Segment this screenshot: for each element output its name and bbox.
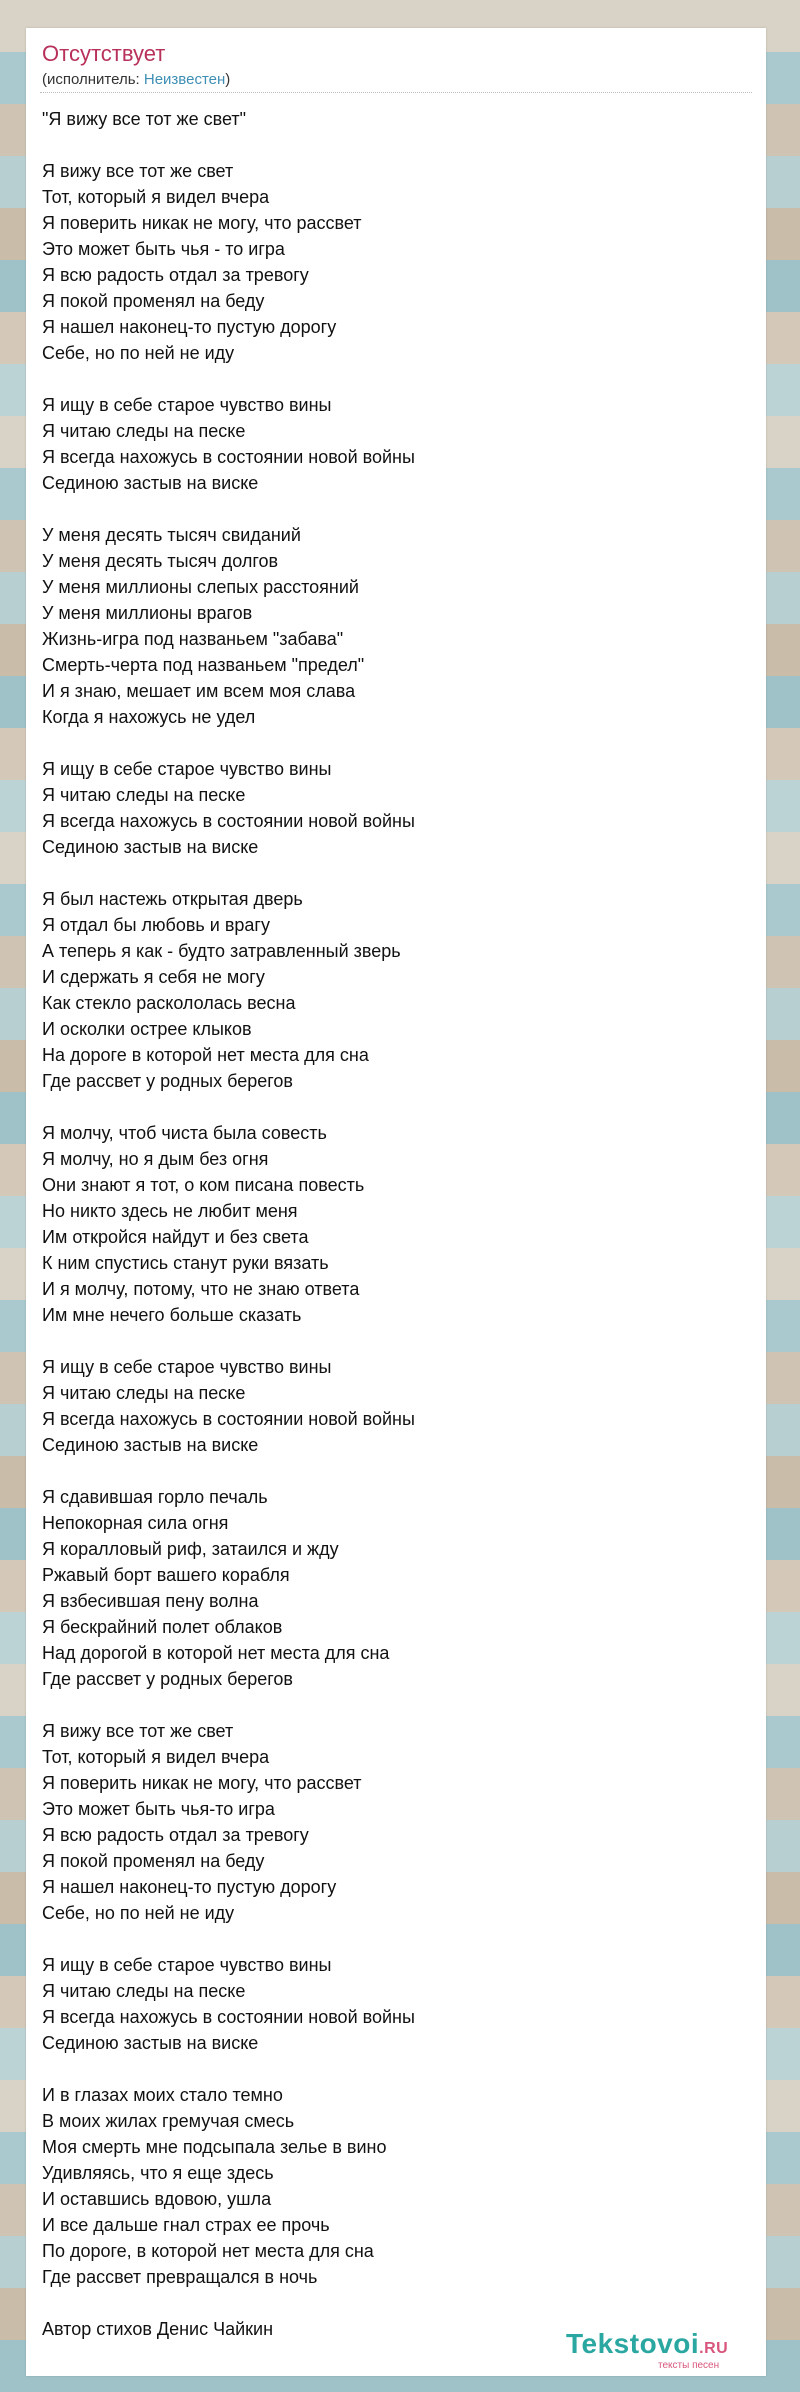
lyrics-heading: "Я вижу все тот же свет"	[42, 109, 246, 129]
lyric-line: Я поверить никак не могу, что рассвет	[42, 213, 362, 233]
lyrics-author: Автор стихов Денис Чайкин	[42, 2319, 274, 2339]
lyric-line: Я поверить никак не могу, что рассвет	[42, 1773, 362, 1793]
site-logo[interactable]	[566, 2328, 756, 2374]
lyric-line: Где рассвет превращался в ночь	[42, 2267, 318, 2287]
lyric-line: Тот, который я видел вчера	[42, 187, 270, 207]
lyric-line: Когда я нахожусь не удел	[42, 707, 256, 727]
stanza	[42, 158, 742, 366]
lyric-line: Я всю радость отдал за тревогу	[42, 265, 309, 285]
lyric-line: Ржавый борт вашего корабля	[42, 1565, 290, 1585]
lyric-line: Я читаю следы на песке	[42, 1981, 246, 2001]
lyric-line: И осколки острее клыков	[42, 1019, 252, 1039]
performer-prefix: (исполнитель:	[42, 71, 144, 88]
stanza	[42, 392, 742, 496]
lyric-line: Моя смерть мне подсыпала зелье в вино	[42, 2137, 387, 2157]
lyric-line: Я взбесившая пену волна	[42, 1591, 259, 1611]
lyric-line: Сединою застыв на виске	[42, 473, 259, 493]
lyric-line: Я всегда нахожусь в состоянии новой войны	[42, 1409, 415, 1429]
lyric-line: А теперь я как - будто затравленный зверь	[42, 941, 401, 961]
lyric-line: Они знают я тот, о ком писана повесть	[42, 1175, 365, 1195]
lyric-line: Я всегда нахожусь в состоянии новой войны	[42, 811, 415, 831]
lyric-line: Я сдавившая горло печаль	[42, 1487, 268, 1507]
lyric-line: Но никто здесь не любит меня	[42, 1201, 298, 1221]
lyric-line: У меня десять тысяч свиданий	[42, 525, 301, 545]
lyric-line: И сдержать я себя не могу	[42, 967, 265, 987]
stanza	[42, 2082, 742, 2290]
lyric-line: Где рассвет у родных берегов	[42, 1669, 293, 1689]
stanza	[42, 1484, 742, 1692]
song-title: Отсутствует	[42, 41, 166, 66]
stanza	[42, 886, 742, 1094]
performer-suffix: )	[225, 71, 231, 88]
lyric-line: Им откройся найдут и без света	[42, 1227, 309, 1247]
lyric-line: Я вижу все тот же свет	[42, 1721, 234, 1741]
lyric-line: Я всегда нахожусь в состоянии новой войны	[42, 2007, 415, 2027]
lyric-line: В моих жилах гремучая смесь	[42, 2111, 295, 2131]
stanza	[42, 1952, 742, 2056]
lyrics-card	[26, 28, 766, 2376]
lyric-line: Я отдал бы любовь и врагу	[42, 915, 270, 935]
logo-tld: .RU	[699, 2340, 729, 2357]
stanza	[42, 1120, 742, 1328]
lyric-line: У меня десять тысяч долгов	[42, 551, 279, 571]
logo-name: Tekstovoi	[566, 2328, 700, 2359]
lyric-line: И оставшись вдовою, ушла	[42, 2189, 272, 2209]
lyric-line: Я покой променял на беду	[42, 1851, 265, 1871]
lyric-line: Я нашел наконец-то пустую дорогу	[42, 317, 337, 337]
lyric-line: Я вижу все тот же свет	[42, 161, 234, 181]
lyric-line: Я молчу, чтоб чиста была совесть	[42, 1123, 327, 1143]
lyric-line: Я молчу, но я дым без огня	[42, 1149, 269, 1169]
lyric-line: Я коралловый риф, затаился и жду	[42, 1539, 339, 1559]
lyric-line: Я покой променял на беду	[42, 291, 265, 311]
lyric-line: Жизнь-игра под названьем "забава"	[42, 629, 344, 649]
lyric-line: По дороге, в которой нет места для сна	[42, 2241, 374, 2261]
lyric-line: Я ищу в себе старое чувство вины	[42, 1955, 332, 1975]
lyric-line: Тот, который я видел вчера	[42, 1747, 270, 1767]
lyric-line: Сединою застыв на виске	[42, 1435, 259, 1455]
lyric-line: Сединою застыв на виске	[42, 837, 259, 857]
lyric-line: Я ищу в себе старое чувство вины	[42, 395, 332, 415]
performer-line	[42, 70, 230, 90]
lyric-line: У меня миллионы слепых расстояний	[42, 577, 359, 597]
lyric-line: Смерть-черта под названьем "предел"	[42, 655, 365, 675]
lyric-line: И я молчу, потому, что не знаю ответа	[42, 1279, 360, 1299]
lyric-line: Это может быть чья - то игра	[42, 239, 285, 259]
lyric-line: И я знаю, мешает им всем моя слава	[42, 681, 356, 701]
lyric-line: Где рассвет у родных берегов	[42, 1071, 293, 1091]
artist-link[interactable]: Неизвестен	[143, 71, 226, 88]
lyric-line: Я читаю следы на песке	[42, 1383, 246, 1403]
lyric-line: Себе, но по ней не иду	[42, 343, 235, 363]
lyric-line: Я ищу в себе старое чувство вины	[42, 759, 332, 779]
lyric-line: Непокорная сила огня	[42, 1513, 229, 1533]
lyric-line: И в глазах моих стало темно	[42, 2085, 283, 2105]
lyric-line: У меня миллионы врагов	[42, 603, 253, 623]
lyric-line: К ним спустись станут руки вязать	[42, 1253, 329, 1273]
stanza	[42, 522, 742, 730]
stanza	[42, 756, 742, 860]
lyric-line: Это может быть чья-то игра	[42, 1799, 275, 1819]
stanza	[42, 1718, 742, 1926]
lyric-line: Я всегда нахожусь в состоянии новой войны	[42, 447, 415, 467]
lyric-line: И все дальше гнал страх ее прочь	[42, 2215, 330, 2235]
lyric-line: Я нашел наконец-то пустую дорогу	[42, 1877, 337, 1897]
lyric-line: Над дорогой в которой нет места для сна	[42, 1643, 390, 1663]
lyric-line: Сединою застыв на виске	[42, 2033, 259, 2053]
title-divider	[40, 92, 752, 93]
lyrics-text	[42, 106, 742, 2342]
lyric-line: Я читаю следы на песке	[42, 785, 246, 805]
lyric-line: На дороге в которой нет места для сна	[42, 1045, 369, 1065]
lyric-line: Я всю радость отдал за тревогу	[42, 1825, 309, 1845]
logo-tagline: тексты песен	[658, 2360, 720, 2371]
lyric-line: Им мне нечего больше сказать	[42, 1305, 302, 1325]
stanza	[42, 1354, 742, 1458]
lyric-line: Я ищу в себе старое чувство вины	[42, 1357, 332, 1377]
lyric-line: Я бескрайний полет облаков	[42, 1617, 283, 1637]
lyric-line: Удивляясь, что я еще здесь	[42, 2163, 274, 2183]
lyric-line: Себе, но по ней не иду	[42, 1903, 235, 1923]
lyric-line: Как стекло раскололась весна	[42, 993, 296, 1013]
lyric-line: Я читаю следы на песке	[42, 421, 246, 441]
lyric-line: Я был настежь открытая дверь	[42, 889, 303, 909]
